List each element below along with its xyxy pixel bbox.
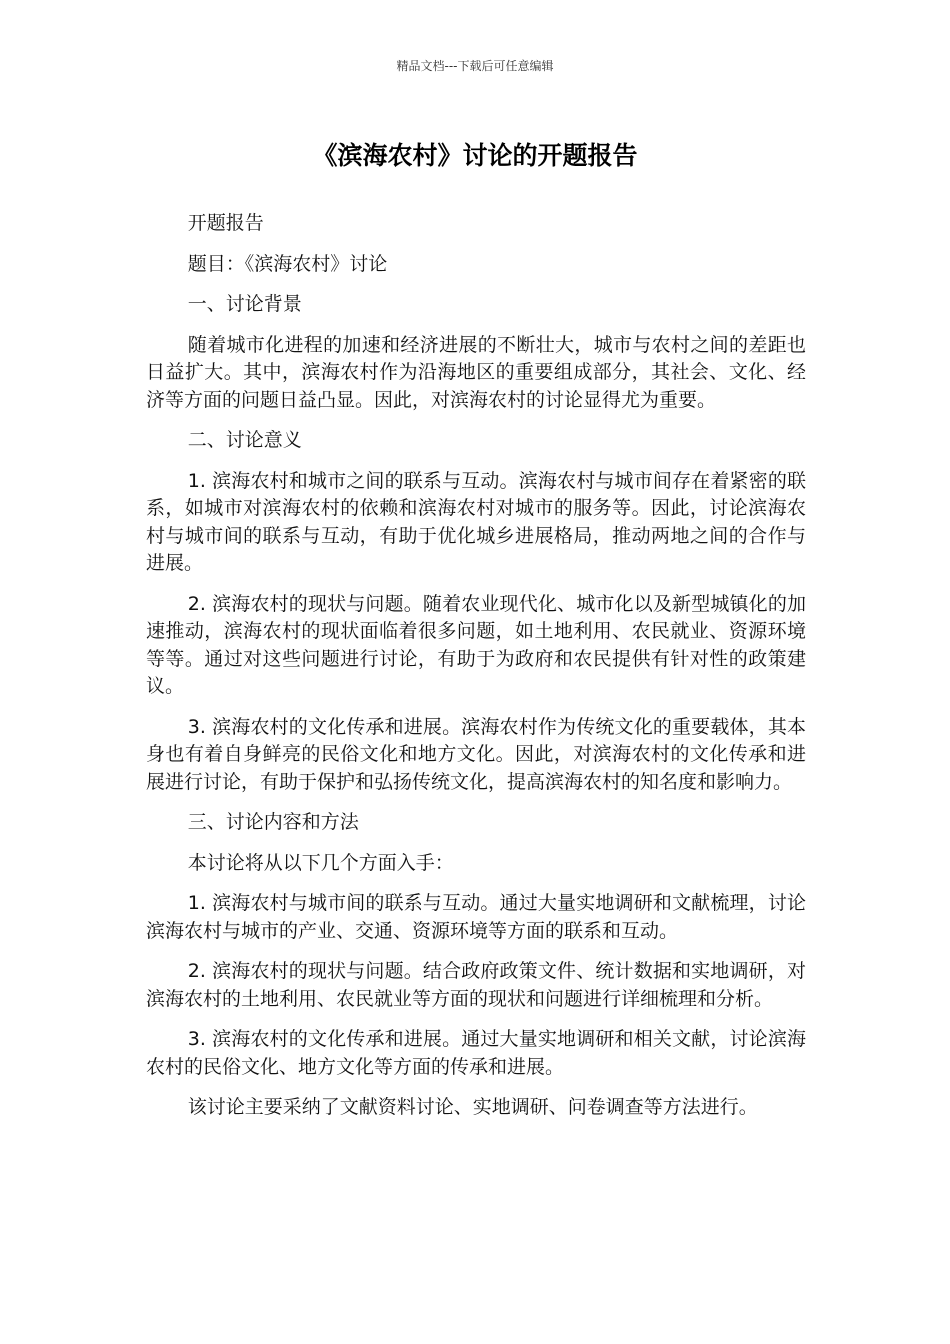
heading-content-methods: 三、讨论内容和方法 [187, 811, 359, 833]
paragraph-content-1: 1. 滨海农村与城市间的联系与互动。通过大量实地调研和文献梳理，讨论滨海农村与城市的产业、交通、资源环境等方面的联系和互动。 [146, 892, 806, 942]
heading-background: 一、讨论背景 [187, 293, 302, 315]
paragraph-background: 随着城市化进程的加速和经济进展的不断壮大，城市与农村之间的差距也日益扩大。其中，滨海农村作为沿海地区的重要组成部分，其社会、文化、经济等方面的问题日益凸显。因此，对滨海农村的讨论显得尤为重要。 [146, 333, 806, 411]
paragraph-significance-1: 1. 滨海农村和城市之间的联系与互动。滨海农村与城市间存在着紧密的联系，如城市对滨海农村的依赖和滨海农村对城市的服务等。因此，讨论滨海农村与城市间的联系与互动，有助于优化城乡进展格局，推动两地之间的合作与进展。 [146, 469, 806, 574]
document-body [146, 210, 806, 1135]
paragraph-content-2: 2. 滨海农村的现状与问题。结合政府政策文件、统计数据和实地调研，对滨海农村的土地利用、农民就业等方面的现状和问题进行详细梳理和分析。 [146, 960, 806, 1010]
topic-line: 题目：《滨海农村》讨论 [187, 252, 388, 275]
page-header: 精品文档---下载后可任意编辑 [396, 59, 554, 73]
heading-significance: 二、讨论意义 [187, 429, 302, 451]
paragraph-significance-3: 3. 滨海农村的文化传承和进展。滨海农村作为传统文化的重要载体，其本身也有着自身鲜亮的民俗文化和地方文化。因此，对滨海农村的文化传承和进展进行讨论，有助于保护和弘扬传统文化，提高滨海农村的知名度和影响力。 [146, 715, 806, 793]
document-title: 《滨海农村》讨论的开题报告 [312, 141, 638, 170]
paragraph-intro: 本讨论将从以下几个方面入手： [187, 851, 454, 874]
paragraph-methods: 该讨论主要采纳了文献资料讨论、实地调研、问卷调查等方法进行。 [187, 1096, 758, 1118]
section-label: 开题报告 [187, 212, 264, 234]
paragraph-content-3: 3. 滨海农村的文化传承和进展。通过大量实地调研和相关文献，讨论滨海农村的民俗文化、地方文化等方面的传承和进展。 [146, 1028, 806, 1078]
paragraph-significance-2: 2. 滨海农村的现状与问题。随着农业现代化、城市化以及新型城镇化的加速推动，滨海农村的现状面临着很多问题，如土地利用、农民就业、资源环境等等。通过对这些问题进行讨论，有助于为政府和农民提供有针对性的政策建议。 [146, 592, 806, 697]
